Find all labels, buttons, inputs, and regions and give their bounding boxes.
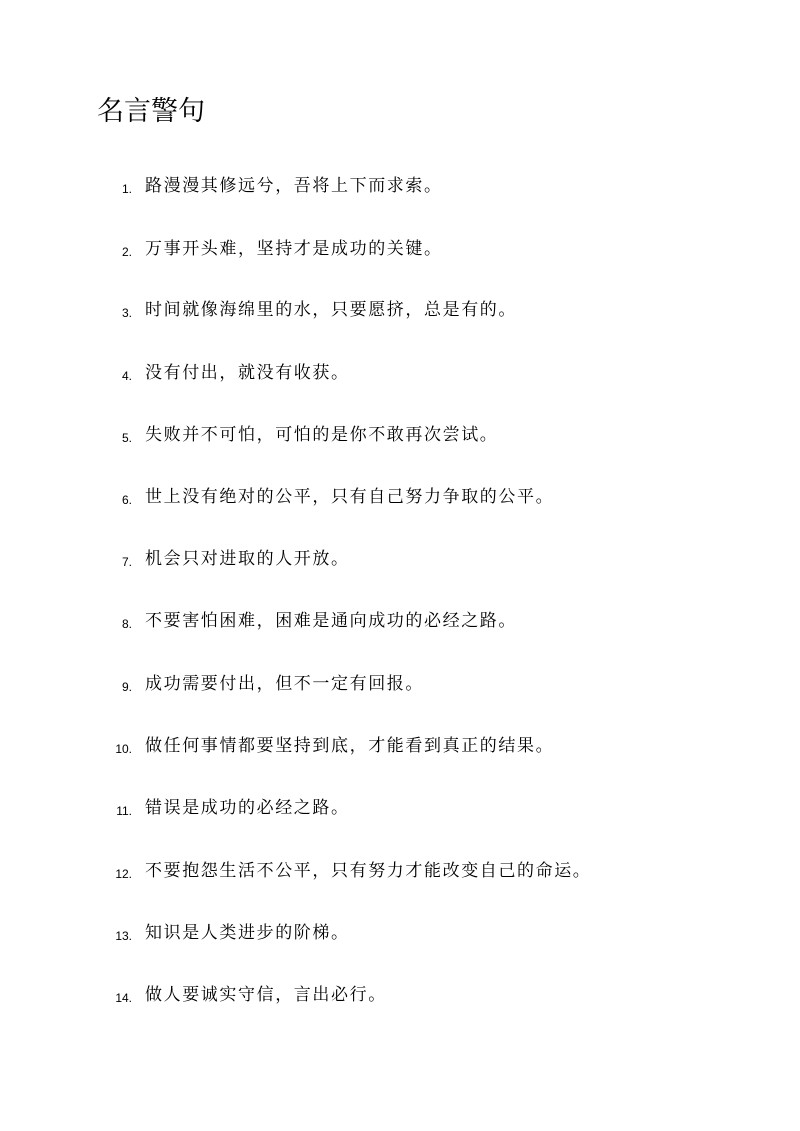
list-item-number: 10. xyxy=(115,742,132,756)
list-item-text: 错误是成功的必经之路。 xyxy=(145,798,350,818)
list-item-number: 5. xyxy=(121,431,132,445)
list-item-number: 11. xyxy=(116,804,132,818)
list-item-number: 7. xyxy=(121,555,132,569)
list-item-number: 3. xyxy=(121,306,132,320)
list-item-number: 9. xyxy=(121,680,132,694)
list-item-number: 8. xyxy=(121,617,132,631)
list-item-text: 做任何事情都要坚持到底，才能看到真正的结果。 xyxy=(145,736,555,756)
list-item-text: 机会只对进取的人开放。 xyxy=(145,549,350,569)
list-item-text: 不要抱怨生活不公平，只有努力才能改变自己的命运。 xyxy=(145,861,592,881)
list-item-text: 失败并不可怕，可怕的是你不敢再次尝试。 xyxy=(145,425,499,445)
page-title: 名言警句 xyxy=(97,96,205,127)
list-item-text: 没有付出，就没有收获。 xyxy=(145,363,350,383)
list-item-text: 时间就像海绵里的水，只要愿挤，总是有的。 xyxy=(145,300,517,320)
list-item-number: 4. xyxy=(121,369,132,383)
list-item-text: 世上没有绝对的公平，只有自己努力争取的公平。 xyxy=(145,487,555,507)
list-item-number: 1. xyxy=(121,182,132,196)
list-item-text: 路漫漫其修远兮，吾将上下而求索。 xyxy=(145,176,443,196)
list-item-text: 做人要诚实守信，言出必行。 xyxy=(145,985,387,1005)
list-item-number: 13. xyxy=(115,929,132,943)
list-item-text: 万事开头难，坚持才是成功的关键。 xyxy=(145,239,443,259)
list-item-text: 成功需要付出，但不一定有回报。 xyxy=(145,674,424,694)
list-item-number: 14. xyxy=(115,991,132,1005)
list-item-text: 不要害怕困难，困难是通向成功的必经之路。 xyxy=(145,611,517,631)
list-item-number: 2. xyxy=(121,245,132,259)
list-item-number: 6. xyxy=(121,493,132,507)
list-item-text: 知识是人类进步的阶梯。 xyxy=(145,923,350,943)
list-item-number: 12. xyxy=(115,867,132,881)
